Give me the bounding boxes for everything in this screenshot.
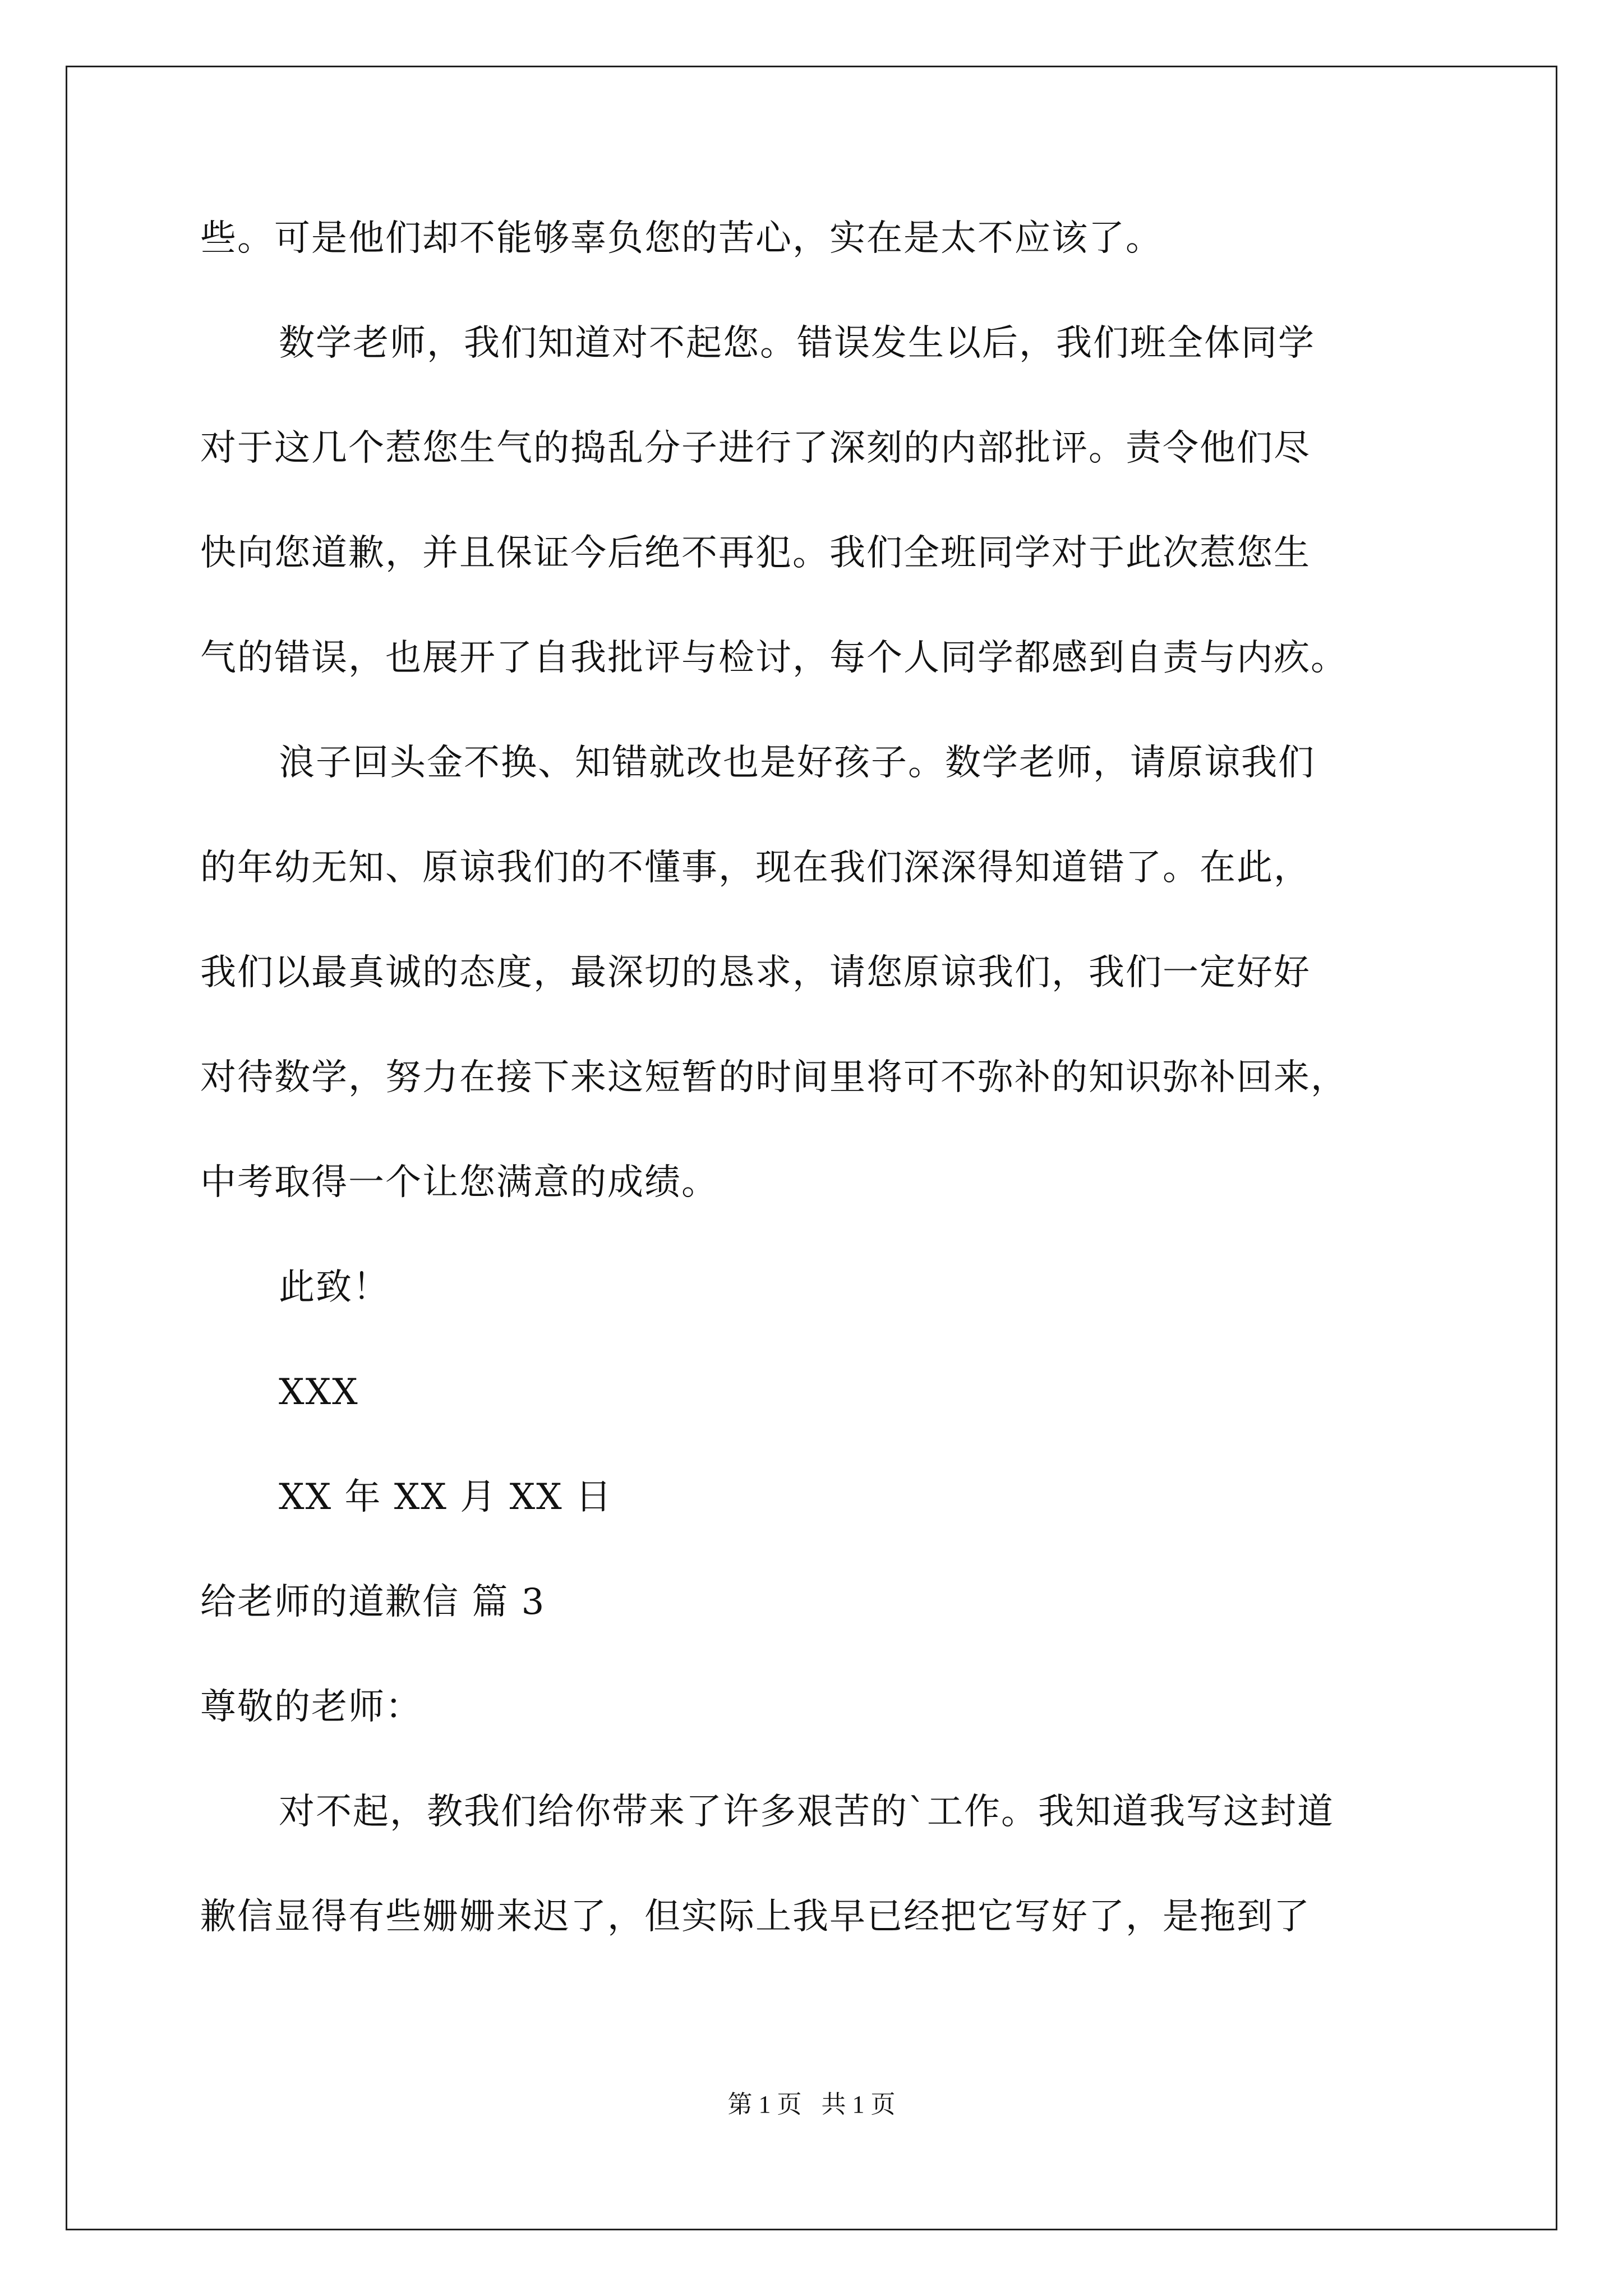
document-body — [200, 213, 1428, 1996]
signature-name: XXX — [279, 1372, 359, 1413]
text-line-6: 浪子回头金不换、知错就改也是好孩子。数学老师，请原谅我们 — [279, 742, 1315, 784]
signature-date: XX 年 XX 月 XX 日 — [279, 1476, 613, 1518]
text-line-8: 我们以最真诚的态度，最深切的恳求，请您原谅我们，我们一定好好 — [200, 952, 1311, 993]
page-number: 第 1 页 — [727, 2091, 802, 2118]
text-line-2: 数学老师，我们知道对不起您。错误发生以后，我们班全体同学 — [279, 323, 1315, 364]
section-heading: 给老师的道歉信 篇 3 — [200, 1581, 546, 1623]
page-total: 共 1 页 — [821, 2091, 896, 2118]
text-line-10: 中考取得一个让您满意的成绩。 — [200, 1162, 718, 1203]
text-line-3: 对于这几个惹您生气的捣乱分子进行了深刻的内部批评。责令他们尽 — [200, 427, 1311, 469]
page-footer — [0, 2088, 1623, 2122]
text-line-16: 对不起，教我们给你带来了许多艰苦的`工作。我知道我写这封道 — [279, 1791, 1334, 1833]
text-line-17: 歉信显得有些姗姗来迟了，但实际上我早已经把它写好了，是拖到了 — [200, 1896, 1311, 1938]
text-line-1: 些。可是他们却不能够辜负您的苦心，实在是太不应该了。 — [200, 218, 1163, 259]
text-line-9: 对待数学，努力在接下来这短暂的时间里将可不弥补的知识弥补回来， — [200, 1057, 1348, 1098]
letter-greeting: 尊敬的老师： — [200, 1686, 422, 1728]
closing-salutation: 此致！ — [279, 1267, 390, 1308]
text-line-4: 快向您道歉，并且保证今后绝不再犯。我们全班同学对于此次惹您生 — [200, 532, 1311, 574]
text-line-5: 气的错误，也展开了自我批评与检讨，每个人同学都感到自责与内疚。 — [200, 637, 1348, 679]
text-line-7: 的年幼无知、原谅我们的不懂事，现在我们深深得知道错了。在此， — [200, 847, 1311, 889]
